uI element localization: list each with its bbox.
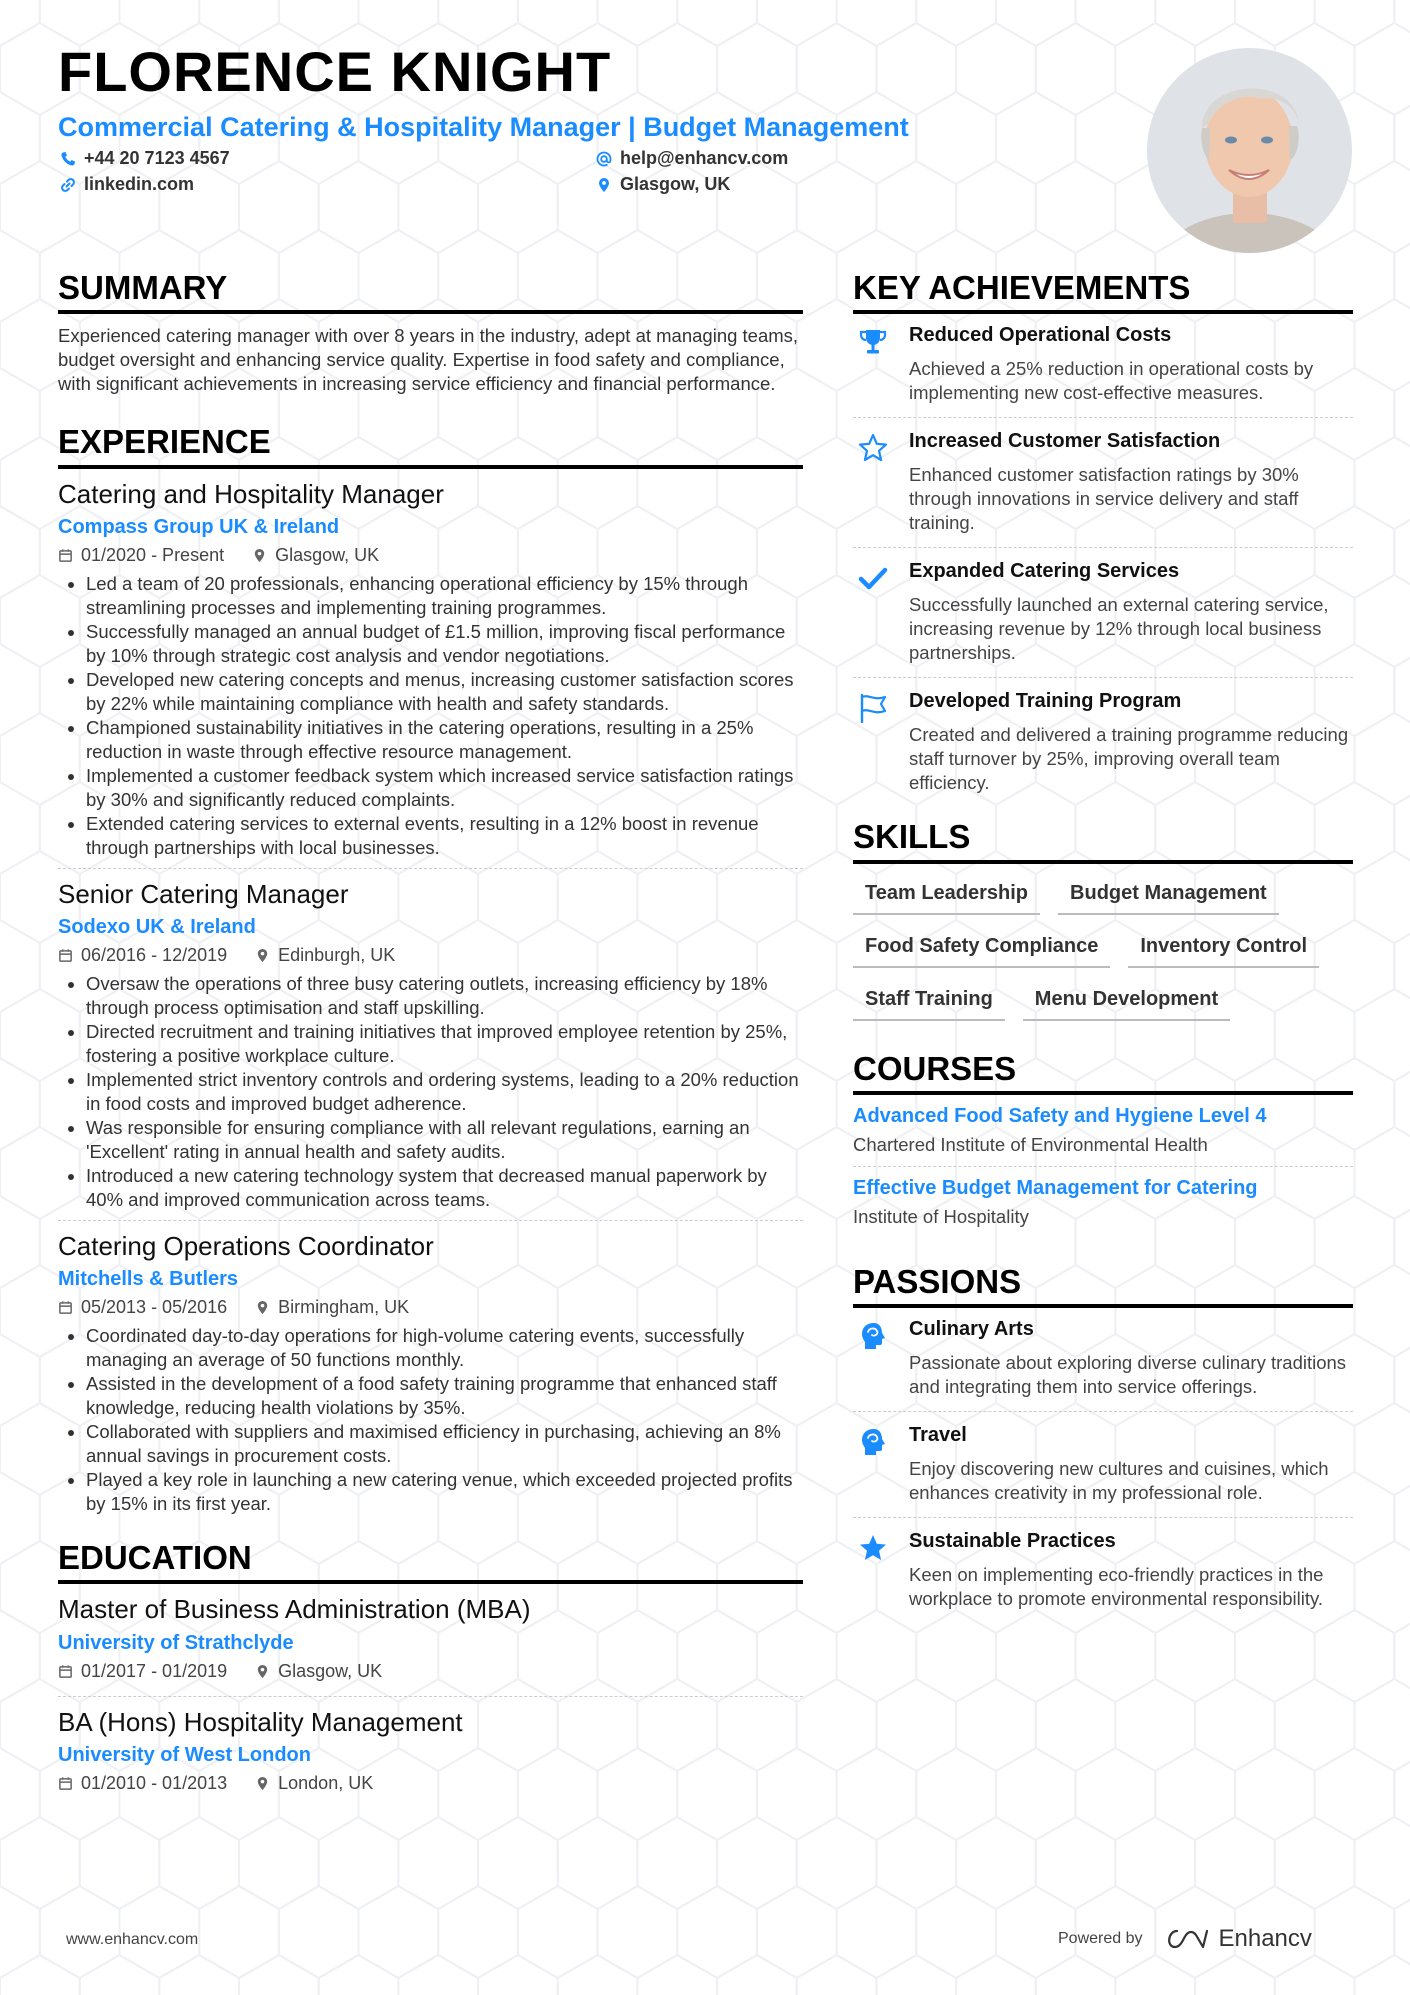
candidate-name: FLORENCE KNIGHT xyxy=(58,40,612,103)
bullet-item: • Collaborated with suppliers and maximised efficiency in purchasing, achieving an 8% annual savings in procurement costs. xyxy=(86,1420,803,1468)
achievements-list xyxy=(853,324,1353,807)
courses-heading: COURSES xyxy=(853,1051,1353,1095)
star-outline-icon xyxy=(857,432,889,464)
bullet-item: • Implemented strict inventory controls and ordering systems, leading to a 20% reduction in food costs and improved budget adherence. xyxy=(86,1068,803,1116)
email-address: help@enhancv.com xyxy=(620,148,789,168)
item-body xyxy=(909,1318,1353,1399)
calendar-icon xyxy=(58,1776,73,1791)
phone-number: +44 20 7123 4567 xyxy=(84,148,230,168)
bullet-item: • Led a team of 20 professionals, enhancing operational efficiency by 15% through streamlining processes and implementing training programmes. xyxy=(86,572,803,620)
location-pin-icon xyxy=(255,948,270,963)
course-title[interactable]: Advanced Food Safety and Hygiene Level 4 xyxy=(853,1104,1267,1127)
enhancv-logo xyxy=(1163,1925,1312,1953)
skill-tag: Team Leadership xyxy=(853,876,1040,915)
location-pin-icon xyxy=(255,1664,270,1679)
skill-tag: Budget Management xyxy=(1058,876,1279,915)
course-provider: Institute of Hospitality xyxy=(853,1205,1029,1227)
course-title[interactable]: Effective Budget Management for Catering xyxy=(853,1176,1258,1199)
flag-icon xyxy=(857,692,889,724)
location-text: London, UK xyxy=(278,1772,374,1793)
education-list xyxy=(58,1594,803,1807)
job-meta xyxy=(58,945,803,966)
dates-text: 05/2013 - 05/2016 xyxy=(81,1297,228,1318)
education-dates xyxy=(58,1773,227,1794)
location-pin-icon xyxy=(252,548,267,563)
powered-by-label: Powered by xyxy=(1058,1930,1143,1947)
education-location xyxy=(255,1773,373,1794)
linkedin-contact[interactable] xyxy=(60,174,194,195)
bullet-item: • Directed recruitment and training initiatives that improved employee retention by 25%, fostering a positive workplace culture. xyxy=(86,1020,803,1068)
course-item xyxy=(853,1105,1353,1167)
bullet-item: • Extended catering services to external events, resulting in a 12% boost in revenue through partnerships with local businesses. xyxy=(86,812,803,860)
job-meta xyxy=(58,545,803,566)
company-name[interactable]: Compass Group UK & Ireland xyxy=(58,515,340,538)
location-pin-icon xyxy=(255,1776,270,1791)
bullet-item: • Introduced a new catering technology system that decreased manual paperwork by 40% and improved communication across teams. xyxy=(86,1164,803,1212)
item-description: Enhanced customer satisfaction ratings by 30% through innovations in service delivery and staff training. xyxy=(909,464,1299,534)
enhancv-logo-icon xyxy=(1163,1927,1209,1951)
item-description: Created and delivered a training programme reducing staff turnover by 25%, improving overall team efficiency. xyxy=(909,724,1349,794)
footer-website[interactable]: www.enhancv.com xyxy=(66,1931,199,1948)
job-dates xyxy=(58,545,224,566)
linkedin-link: linkedin.com xyxy=(84,174,195,194)
item-icon-wrap xyxy=(853,430,893,535)
passions-list xyxy=(853,1318,1353,1623)
skill-tag: Staff Training xyxy=(853,982,1005,1021)
passion-item xyxy=(853,1318,1353,1412)
bullet-item: • Oversaw the operations of three busy catering outlets, increasing efficiency by 18% through process optimisation and staff upskilling. xyxy=(86,972,803,1020)
education-entry xyxy=(58,1594,803,1696)
job-title: Catering Operations Coordinator xyxy=(58,1230,434,1261)
item-body xyxy=(909,560,1353,665)
bullet-item: • Successfully managed an annual budget of £1.5 million, improving fiscal performance by 10% through strategic cost analysis and vendor negotiations. xyxy=(86,620,803,668)
education-meta xyxy=(58,1661,803,1682)
calendar-icon xyxy=(58,1300,73,1315)
bullet-item: • Implemented a customer feedback system which increased service satisfaction ratings by 30% and significantly reduced complaints. xyxy=(86,764,803,812)
skills-heading: SKILLS xyxy=(853,819,1353,863)
courses-list xyxy=(853,1105,1353,1238)
job-title: Catering and Hospitality Manager xyxy=(58,478,444,509)
bullet-item: • Assisted in the development of a food safety training programme that enhanced staff knowledge, reducing health violations by 35%. xyxy=(86,1372,803,1420)
calendar-icon xyxy=(58,1664,73,1679)
item-description: Keen on implementing eco-friendly practices in the workplace to promote environmental responsibility. xyxy=(909,1564,1324,1610)
company-name[interactable]: Sodexo UK & Ireland xyxy=(58,915,256,938)
job-bullets xyxy=(58,1324,803,1516)
location-text: Birmingham, UK xyxy=(278,1297,410,1318)
company-name[interactable]: Mitchells & Butlers xyxy=(58,1268,239,1291)
bullet-item: • Developed new catering concepts and menus, increasing customer satisfaction scores by 22% while maintaining compliance with health and safety standards. xyxy=(86,668,803,716)
item-title: Expanded Catering Services xyxy=(909,560,1180,583)
item-title: Developed Training Program xyxy=(909,690,1182,713)
skill-tag: Food Safety Compliance xyxy=(853,929,1110,968)
achievement-item xyxy=(853,324,1353,418)
location-text: Edinburgh, UK xyxy=(278,944,396,965)
bullet-item: • Played a key role in launching a new catering venue, which exceeded projected profits by 15% in its first year. xyxy=(86,1468,803,1516)
right-column xyxy=(853,270,1353,1635)
item-icon-wrap xyxy=(853,690,893,795)
item-title: Travel xyxy=(909,1424,967,1447)
achievement-item xyxy=(853,430,1353,548)
skill-tag: Inventory Control xyxy=(1128,929,1319,968)
education-location xyxy=(255,1661,382,1682)
education-entry xyxy=(58,1707,803,1808)
footer-branding[interactable] xyxy=(1058,1925,1312,1953)
bullet-item: • Championed sustainability initiatives in the catering operations, resulting in a 25% reduction in waste through effective resource management. xyxy=(86,716,803,764)
dates-text: 01/2017 - 01/2019 xyxy=(81,1660,228,1681)
summary-heading: SUMMARY xyxy=(58,270,803,314)
item-description: Passionate about exploring diverse culinary traditions and integrating them into service offerings. xyxy=(909,1352,1347,1398)
dates-text: 01/2020 - Present xyxy=(81,544,225,565)
location-pin-icon xyxy=(255,1300,270,1315)
bullet-item: • Was responsible for ensuring compliance with all relevant regulations, earning an 'Excellent' rating in annual health and safety audits. xyxy=(86,1116,803,1164)
item-title: Reduced Operational Costs xyxy=(909,324,1172,347)
job-entry xyxy=(58,479,803,869)
item-icon-wrap xyxy=(853,560,893,665)
item-body xyxy=(909,324,1353,405)
item-description: Successfully launched an external catering service, increasing revenue by 12% through local business partnerships. xyxy=(909,594,1329,664)
school-name[interactable]: University of Strathclyde xyxy=(58,1631,294,1654)
item-title: Sustainable Practices xyxy=(909,1530,1116,1553)
item-body xyxy=(909,1530,1353,1611)
calendar-icon xyxy=(58,948,73,963)
location-pin-icon xyxy=(596,177,612,193)
item-body xyxy=(909,690,1353,795)
job-dates xyxy=(58,945,227,966)
item-body xyxy=(909,1424,1353,1505)
item-icon-wrap xyxy=(853,1530,893,1611)
job-title: Senior Catering Manager xyxy=(58,878,349,909)
location-text: Glasgow, UK xyxy=(278,1660,383,1681)
item-body xyxy=(909,430,1353,535)
achievement-item xyxy=(853,560,1353,678)
item-title: Increased Customer Satisfaction xyxy=(909,430,1221,453)
achievement-item xyxy=(853,690,1353,807)
location-text: Glasgow, UK xyxy=(275,544,380,565)
at-icon xyxy=(596,151,612,167)
job-dates xyxy=(58,1297,227,1318)
item-icon-wrap xyxy=(853,324,893,405)
job-entry xyxy=(58,879,803,1221)
item-icon-wrap xyxy=(853,1424,893,1505)
checkmark-icon xyxy=(857,562,889,594)
trophy-icon xyxy=(857,326,889,358)
link-icon xyxy=(60,177,76,193)
education-dates xyxy=(58,1661,227,1682)
job-location xyxy=(255,945,395,966)
headline: Commercial Catering & Hospitality Manager | Budget Management xyxy=(58,112,909,142)
star-filled-icon xyxy=(857,1532,889,1564)
item-title: Culinary Arts xyxy=(909,1318,1034,1341)
dates-text: 06/2016 - 12/2019 xyxy=(81,944,228,965)
head-icon xyxy=(857,1426,889,1458)
left-column xyxy=(58,270,803,1818)
course-provider: Chartered Institute of Environmental Health xyxy=(853,1133,1208,1155)
experience-list xyxy=(58,479,803,1525)
school-name[interactable]: University of West London xyxy=(58,1743,311,1766)
education-meta xyxy=(58,1773,803,1794)
education-heading: EDUCATION xyxy=(58,1540,803,1584)
course-item xyxy=(853,1177,1353,1238)
dates-text: 01/2010 - 01/2013 xyxy=(81,1772,228,1793)
achievements-heading: KEY ACHIEVEMENTS xyxy=(853,270,1353,314)
item-description: Achieved a 25% reduction in operational costs by implementing new cost-effective measures. xyxy=(909,358,1314,404)
job-location xyxy=(252,545,379,566)
phone-icon xyxy=(60,151,76,167)
calendar-icon xyxy=(58,548,73,563)
job-location xyxy=(255,1297,409,1318)
job-entry xyxy=(58,1231,803,1524)
phone-contact[interactable] xyxy=(60,148,230,169)
email-contact[interactable] xyxy=(596,148,788,169)
location-contact xyxy=(596,174,730,195)
passions-heading: PASSIONS xyxy=(853,1264,1353,1308)
brand-name: Enhancv xyxy=(1218,1925,1312,1952)
location-text: Glasgow, UK xyxy=(620,174,731,194)
item-description: Enjoy discovering new cultures and cuisines, which enhances creativity in my professional role. xyxy=(909,1458,1329,1504)
job-meta xyxy=(58,1297,803,1318)
passion-item xyxy=(853,1530,1353,1623)
head-icon xyxy=(857,1320,889,1352)
profile-photo xyxy=(1147,48,1352,253)
experience-heading: EXPERIENCE xyxy=(58,424,803,468)
passion-item xyxy=(853,1424,1353,1518)
item-icon-wrap xyxy=(853,1318,893,1399)
skill-tag: Menu Development xyxy=(1023,982,1230,1021)
summary-text: Experienced catering manager with over 8 years in the industry, adept at managing teams, budget oversight and enhancing service quality. Expertise in food safety and compliance, with significant achievements in increasing service efficiency and financial performance. xyxy=(58,325,799,395)
degree-title: BA (Hons) Hospitality Management xyxy=(58,1706,463,1737)
skills-list xyxy=(853,876,1353,1021)
bullet-item: • Coordinated day-to-day operations for high-volume catering events, successfully managing an average of 50 functions monthly. xyxy=(86,1324,803,1372)
job-bullets xyxy=(58,572,803,860)
degree-title: Master of Business Administration (MBA) xyxy=(58,1594,531,1625)
job-bullets xyxy=(58,972,803,1212)
